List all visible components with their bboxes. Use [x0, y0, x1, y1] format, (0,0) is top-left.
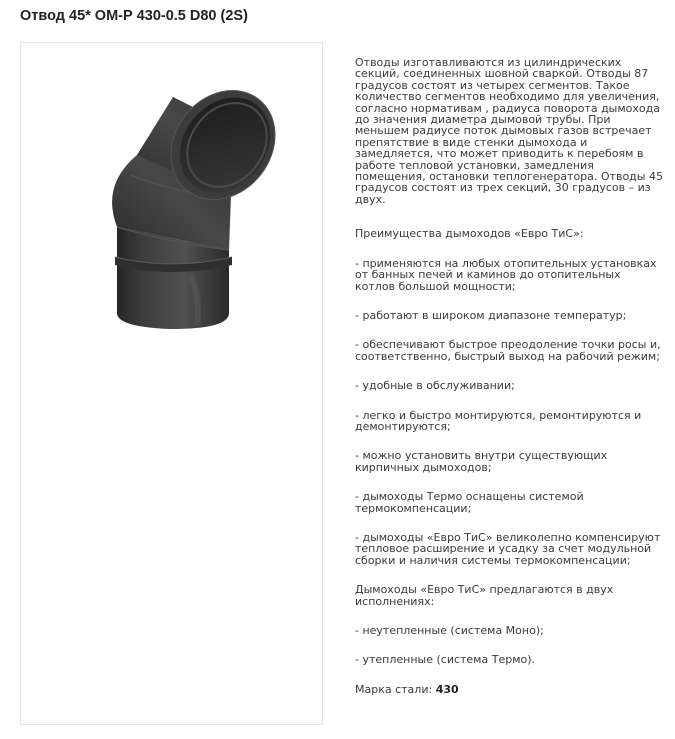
- advantage-item: - работают в широком диапазоне температур;: [355, 308, 627, 322]
- steel-grade: [355, 684, 663, 695]
- product-image-panel[interactable]: [20, 42, 323, 725]
- steel-grade-value: 430: [435, 682, 459, 696]
- advantage-item: - дымоходы Термо оснащены системой термокомпенсации;: [355, 490, 584, 515]
- advantage-item: - можно установить внутри существующих кирпичных дымоходов;: [355, 449, 608, 474]
- product-description: [355, 57, 663, 695]
- advantage-item: - легко и быстро монтируются, ремонтируются и демонтируются;: [355, 408, 642, 433]
- advantage-item: - дымоходы «Евро ТиС» великолепно компенсируют тепловое расширение и усадку за счет модульной сборки и наличия системы термокомпенсации;: [355, 530, 661, 567]
- product-image[interactable]: [91, 75, 291, 333]
- advantage-item: - применяются на любых отопительных установках от банных печей и каминов до отопительных котлов большой мощности;: [355, 256, 657, 293]
- version-item: - неутепленные (система Моно);: [355, 624, 544, 637]
- advantage-item: - удобные в обслуживании;: [355, 379, 515, 393]
- steel-grade-label: Марка стали:: [355, 682, 433, 696]
- version-item: - утепленные (система Термо).: [355, 653, 536, 667]
- advantages-heading: Преимущества дымоходов «Евро ТиС»:: [355, 227, 584, 241]
- description-intro: Отводы изготавливаются из цилиндрических секций, соединенных шовной сваркой. Отводы 87 градусов состоят из четырех сегментов. Такое количество сегментов необходимо для увеличения, согласно нормативам , радиуса поворота дымохода до значения диаметра дымовой трубы. При меньшем радиусе поток дымовых газов встречает препятствие в виде стенки дымохода и замедляется, что может приводить к перебоям в работе тепловой установки, замедления помещения, остановки теплогенератора. Отводы 45 градусов состоят из трех секций, 30 градусов – из двух.: [355, 56, 663, 206]
- product-title: Отвод 45* ОМ-Р 430-0.5 D80 (2S): [20, 8, 248, 24]
- advantage-item: - обеспечивают быстрое преодоление точки росы и, соответственно, быстрый выход на рабочий режим;: [355, 338, 661, 363]
- versions-heading: Дымоходы «Евро ТиС» предлагаются в двух исполнениях:: [355, 583, 614, 608]
